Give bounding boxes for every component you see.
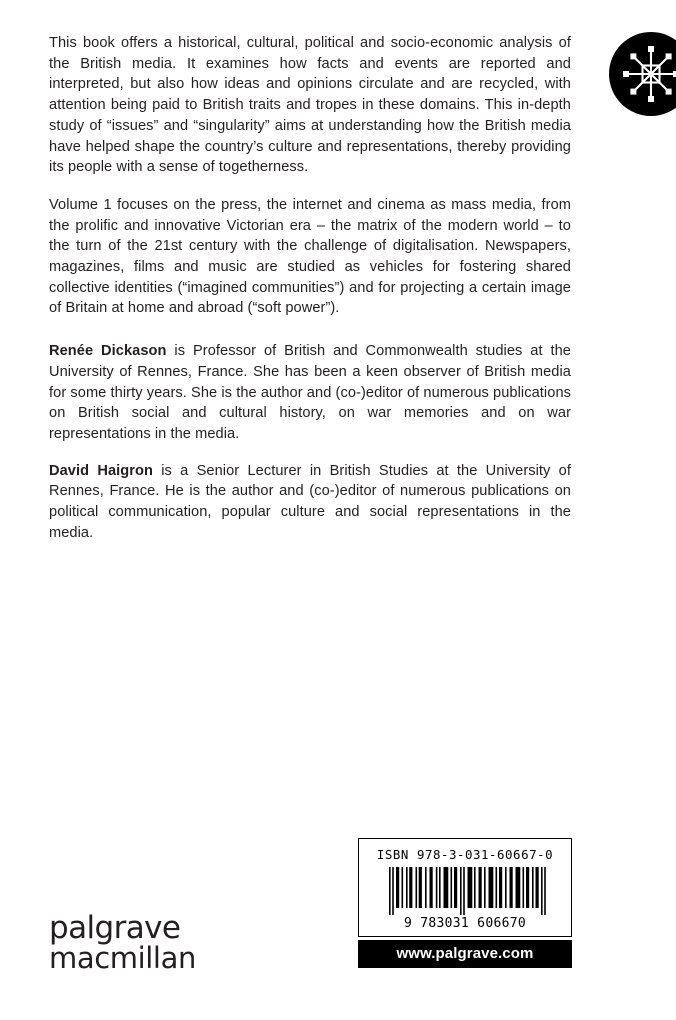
back-cover-text-column bbox=[49, 33, 571, 543]
barcode-card bbox=[358, 838, 572, 937]
author-bio-text-dickason: is Professor of British and Commonwealth studies at the University of Rennes, France. She has been a keen observer of British media for some thirty years. She is the author and (co-)editor of numerous publications on British social and cultural history, on war memories and on war representations in the media. bbox=[49, 343, 571, 442]
blurb-paragraph-1: This book offers a historical, cultural, political and socio-economic analysis of the British media. It examines how facts and events are reported and interpreted, but also how ideas and opinions circulate and are recycled, with attention being paid to British traits and tropes in these domains. This in-depth study of “issues” and “singularity” aims at understanding how the British media have helped shape the country’s culture and representations, thereby providing its people with a sense of togetherness. bbox=[49, 35, 571, 176]
palgrave-network-colophon-icon bbox=[609, 32, 676, 116]
author-bio-dickason bbox=[49, 341, 571, 445]
ean13-barcode-graphic bbox=[377, 867, 553, 915]
publisher-logo-line-1: palgrave bbox=[49, 910, 181, 946]
author-bio-haigron bbox=[49, 461, 571, 544]
isbn-barcode-block bbox=[358, 838, 572, 968]
barcode-human-readable-digits: 9 783031 606670 bbox=[404, 916, 526, 931]
author-bio-text-haigron: is a Senior Lecturer in British Studies at the University of Rennes, France. He is the author and (co-)editor of numerous publications on political communication, popular culture and social representations in the media. bbox=[49, 462, 571, 541]
author-name-dickason: Renée Dickason bbox=[49, 343, 167, 360]
palgrave-macmillan-logo bbox=[49, 910, 249, 972]
isbn-text: ISBN 978-3-031-60667-0 bbox=[376, 847, 554, 862]
publisher-website-banner[interactable]: www.palgrave.com bbox=[358, 940, 572, 968]
publisher-logo-line-2: macmillan bbox=[49, 941, 196, 972]
blurb-paragraph-2: Volume 1 focuses on the press, the internet and cinema as mass media, from the prolific and innovative Victorian era – the matrix of the modern world – to the turn of the 21st century with the challenge of digitalisation. Newspapers, magazines, films and music are studied as vehicles for fostering shared collective identities (“imagined communities”) and for projecting a certain image of Britain at home and abroad (“soft power”). bbox=[49, 196, 571, 317]
author-name-haigron: David Haigron bbox=[49, 462, 153, 479]
